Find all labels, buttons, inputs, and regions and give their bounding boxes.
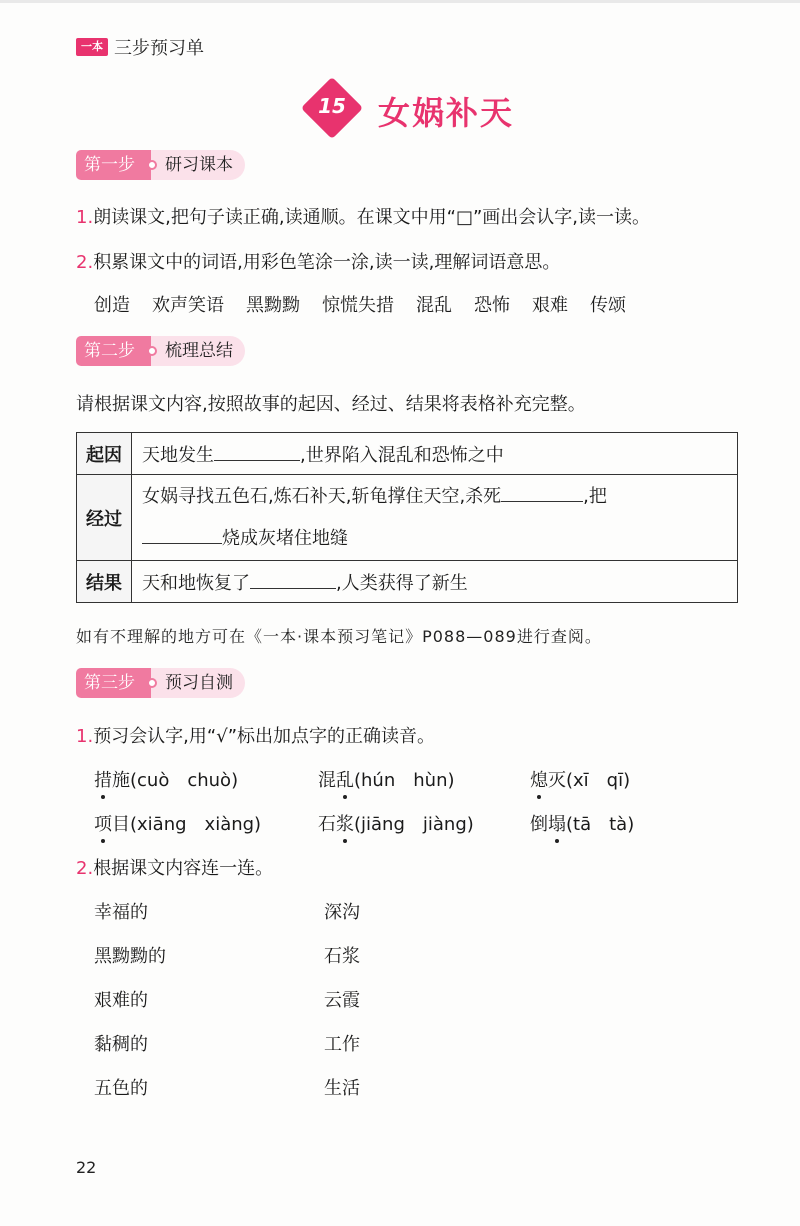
brand-logo: 一本 (76, 38, 108, 56)
step1-name: 研习课本 (151, 150, 245, 180)
char: 倒 (530, 814, 548, 835)
process-cell (132, 475, 738, 561)
pinyin-options: (jiāng jiàng) (354, 814, 474, 835)
step3-q2 (76, 854, 273, 880)
step1-q1 (76, 203, 650, 229)
step2-label: 第二步 (76, 336, 151, 366)
dotted-char: 熄 (530, 770, 548, 791)
dotted-char: 塌 (548, 814, 566, 835)
cell-text: 天和地恢复了 (142, 572, 250, 594)
top-rule (0, 0, 800, 3)
q-number: 2. (76, 252, 94, 273)
q-text: 积累课文中的词语,用彩色笔涂一涂,读一读,理解词语意思。 (93, 252, 561, 273)
char: 石 (318, 814, 336, 835)
q-number: 1. (76, 726, 94, 747)
step2-instruction: 请根据课文内容,按照故事的起因、经过、结果将表格补充完整。 (76, 394, 586, 415)
step2-name: 梳理总结 (151, 336, 245, 366)
step3-header (76, 668, 245, 698)
match-left-item[interactable]: 幸福的 (94, 902, 148, 923)
result-label: 结果 (77, 561, 132, 603)
cell-text: 烧成灰堵住地缝 (222, 527, 348, 549)
step1-label: 第一步 (76, 150, 151, 180)
match-right-item[interactable]: 生活 (324, 1078, 360, 1099)
story-table (76, 432, 738, 603)
match-right-item[interactable]: 深沟 (324, 902, 360, 923)
cause-cell (132, 433, 738, 475)
match-left-item[interactable]: 黏稠的 (94, 1034, 148, 1055)
dotted-char: 项 (94, 814, 112, 835)
pinyin-item[interactable] (318, 810, 474, 836)
pinyin-item[interactable] (94, 766, 238, 792)
lesson-title: 女娲补天 (378, 94, 515, 132)
dotted-char: 乱 (336, 770, 354, 791)
step3-q1 (76, 722, 435, 748)
match-left-item[interactable]: 艰难的 (94, 990, 148, 1011)
result-cell (132, 561, 738, 603)
match-right-item[interactable]: 石浆 (324, 946, 360, 967)
step3-name: 预习自测 (151, 668, 245, 698)
vocab-word: 惊慌失措 (322, 295, 394, 316)
vocab-word: 创造 (94, 295, 130, 316)
step1-header (76, 150, 245, 180)
pinyin-options: 灭(xī qī) (548, 770, 631, 791)
vocab-list (94, 291, 648, 317)
vocab-word: 欢声笑语 (152, 295, 224, 316)
pinyin-options: 施(cuò chuò) (112, 770, 239, 791)
cell-text: ,把 (583, 485, 607, 507)
series-title: 三步预习单 (114, 38, 204, 59)
table-row-cause (77, 433, 738, 475)
cell-text: ,世界陷入混乱和恐怖之中 (300, 444, 504, 466)
answer-blank[interactable] (142, 525, 222, 544)
answer-blank[interactable] (501, 483, 583, 502)
match-right-item[interactable]: 云霞 (324, 990, 360, 1011)
pinyin-item[interactable] (530, 810, 634, 836)
cell-text: 天地发生 (142, 444, 214, 466)
vocab-word: 传颂 (590, 295, 626, 316)
vocab-word: 混乱 (416, 295, 452, 316)
vocab-word: 黑黝黝 (246, 295, 300, 316)
step3-label: 第三步 (76, 668, 151, 698)
q-text: 预习会认字,用“√”标出加点字的正确读音。 (93, 726, 436, 747)
match-left-item[interactable]: 黑黝黝的 (94, 946, 166, 967)
pinyin-options: (tā tà) (566, 814, 635, 835)
cell-text: 女娲寻找五色石,炼石补天,斩龟撑住天空,杀死 (142, 485, 502, 507)
match-right-item[interactable]: 工作 (324, 1034, 360, 1055)
pinyin-options: 目(xiāng xiàng) (112, 814, 262, 835)
vocab-word: 艰难 (532, 295, 568, 316)
table-row-result (77, 561, 738, 603)
step1-q2 (76, 248, 560, 274)
pinyin-options: (hún hùn) (354, 770, 455, 791)
cell-text: ,人类获得了新生 (336, 572, 468, 594)
q-number: 2. (76, 858, 94, 879)
match-left-item[interactable]: 五色的 (94, 1078, 148, 1099)
dotted-char: 浆 (336, 814, 354, 835)
cause-label: 起因 (77, 433, 132, 475)
pinyin-item[interactable] (530, 766, 630, 792)
reference-note: 如有不理解的地方可在《一本·课本预习笔记》P088—089进行查阅。 (76, 627, 602, 646)
vocab-word: 恐怖 (474, 295, 510, 316)
answer-blank[interactable] (250, 570, 336, 589)
q-text: 朗读课文,把句子读正确,读通顺。在课文中用“□”画出会认字,读一读。 (93, 207, 651, 228)
table-row-process (77, 475, 738, 561)
pinyin-item[interactable] (94, 810, 261, 836)
answer-blank[interactable] (214, 442, 300, 461)
char: 混 (318, 770, 336, 791)
q-number: 1. (76, 207, 94, 228)
lesson-number: 15 (318, 94, 346, 118)
process-label: 经过 (77, 475, 132, 561)
page-number: 22 (76, 1158, 97, 1177)
dotted-char: 措 (94, 770, 112, 791)
step2-header (76, 336, 245, 366)
pinyin-item[interactable] (318, 766, 455, 792)
q-text: 根据课文内容连一连。 (93, 858, 274, 879)
